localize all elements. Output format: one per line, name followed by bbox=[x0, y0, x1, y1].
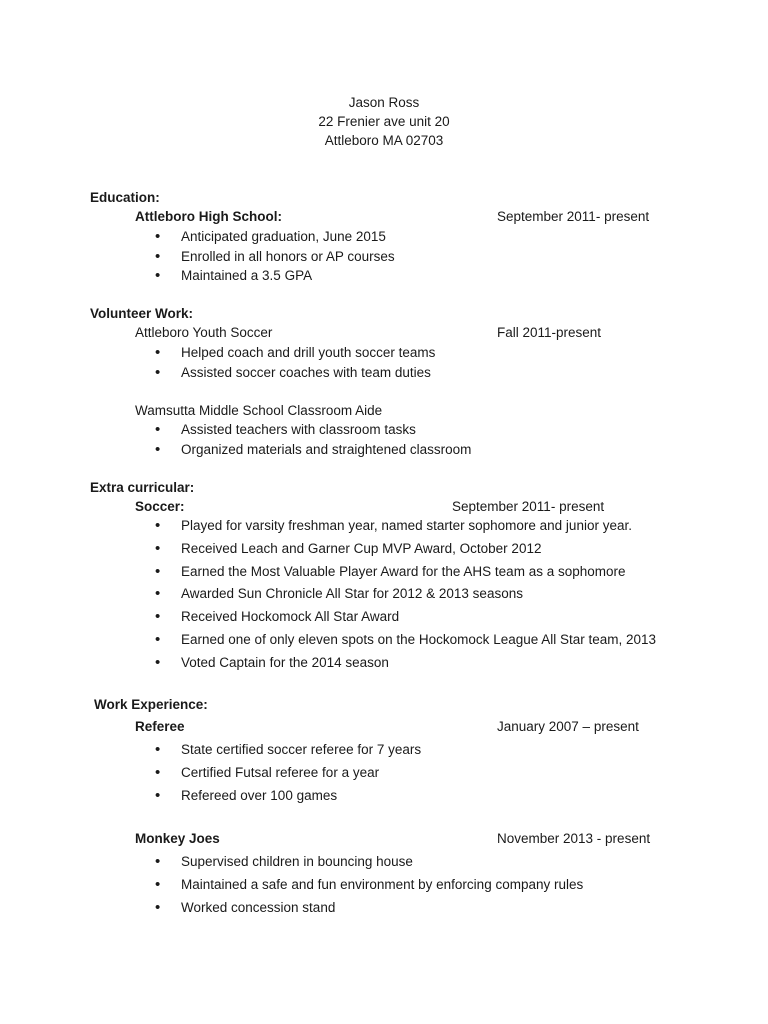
work-heading: Work Experience: bbox=[94, 697, 208, 712]
list-item: • Supervised children in bouncing house bbox=[155, 852, 583, 875]
list-item: • Worked concession stand bbox=[155, 898, 583, 921]
school-dates: September 2011- present bbox=[497, 209, 650, 224]
volunteer-heading: Volunteer Work: bbox=[90, 306, 194, 321]
extracurricular-heading: Extra curricular: bbox=[90, 480, 195, 495]
list-item: • Assisted soccer coaches with team duties bbox=[155, 363, 435, 383]
extracurricular-bullets bbox=[155, 516, 656, 676]
list-item: • Maintained a 3.5 GPA bbox=[155, 266, 395, 286]
list-item: • Organized materials and straightened classroom bbox=[155, 440, 471, 460]
job-bullets-1 bbox=[155, 740, 421, 808]
list-item: • Anticipated graduation, June 2015 bbox=[155, 227, 395, 247]
job-dates-1: January 2007 – present bbox=[497, 719, 639, 734]
education-heading: Education: bbox=[90, 190, 160, 205]
volunteer-title-2: Wamsutta Middle School Classroom Aide bbox=[135, 403, 383, 418]
volunteer-bullets-2 bbox=[155, 420, 471, 459]
job-title-1: Referee bbox=[135, 719, 185, 734]
list-item: • Helped coach and drill youth soccer teams bbox=[155, 343, 435, 363]
volunteer-bullets-1 bbox=[155, 343, 435, 382]
list-item: • Voted Captain for the 2014 season bbox=[155, 653, 656, 676]
list-item: • Received Leach and Garner Cup MVP Award, October 2012 bbox=[155, 539, 656, 562]
applicant-name: Jason Ross bbox=[348, 95, 420, 110]
list-item: • Awarded Sun Chronicle All Star for 2012 & 2013 seasons bbox=[155, 584, 656, 607]
list-item: • Earned the Most Valuable Player Award for the AHS team as a sophomore bbox=[155, 562, 656, 585]
activity-dates: September 2011- present bbox=[452, 499, 605, 514]
list-item: • Assisted teachers with classroom tasks bbox=[155, 420, 471, 440]
volunteer-dates-1: Fall 2011-present bbox=[497, 325, 602, 340]
job-dates-2: November 2013 - present bbox=[497, 831, 651, 846]
address-line-2: Attleboro MA 02703 bbox=[324, 133, 444, 148]
volunteer-title-1: Attleboro Youth Soccer bbox=[135, 325, 273, 340]
list-item: • Maintained a safe and fun environment by enforcing company rules bbox=[155, 875, 583, 898]
list-item: • Received Hockomock All Star Award bbox=[155, 607, 656, 630]
list-item: • Played for varsity freshman year, named starter sophomore and junior year. bbox=[155, 516, 656, 539]
list-item: • Certified Futsal referee for a year bbox=[155, 763, 421, 786]
school-name: Attleboro High School: bbox=[135, 209, 282, 224]
list-item: • Earned one of only eleven spots on the Hockomock League All Star team, 2013 bbox=[155, 630, 656, 653]
list-item: • State certified soccer referee for 7 years bbox=[155, 740, 421, 763]
list-item: • Enrolled in all honors or AP courses bbox=[155, 247, 395, 267]
job-title-2: Monkey Joes bbox=[135, 831, 220, 846]
job-bullets-2 bbox=[155, 852, 583, 920]
address-line-1: 22 Frenier ave unit 20 bbox=[318, 114, 450, 129]
resume-header bbox=[0, 93, 768, 150]
list-item: • Refereed over 100 games bbox=[155, 786, 421, 809]
education-bullets bbox=[155, 227, 395, 286]
activity-name: Soccer: bbox=[135, 499, 185, 514]
